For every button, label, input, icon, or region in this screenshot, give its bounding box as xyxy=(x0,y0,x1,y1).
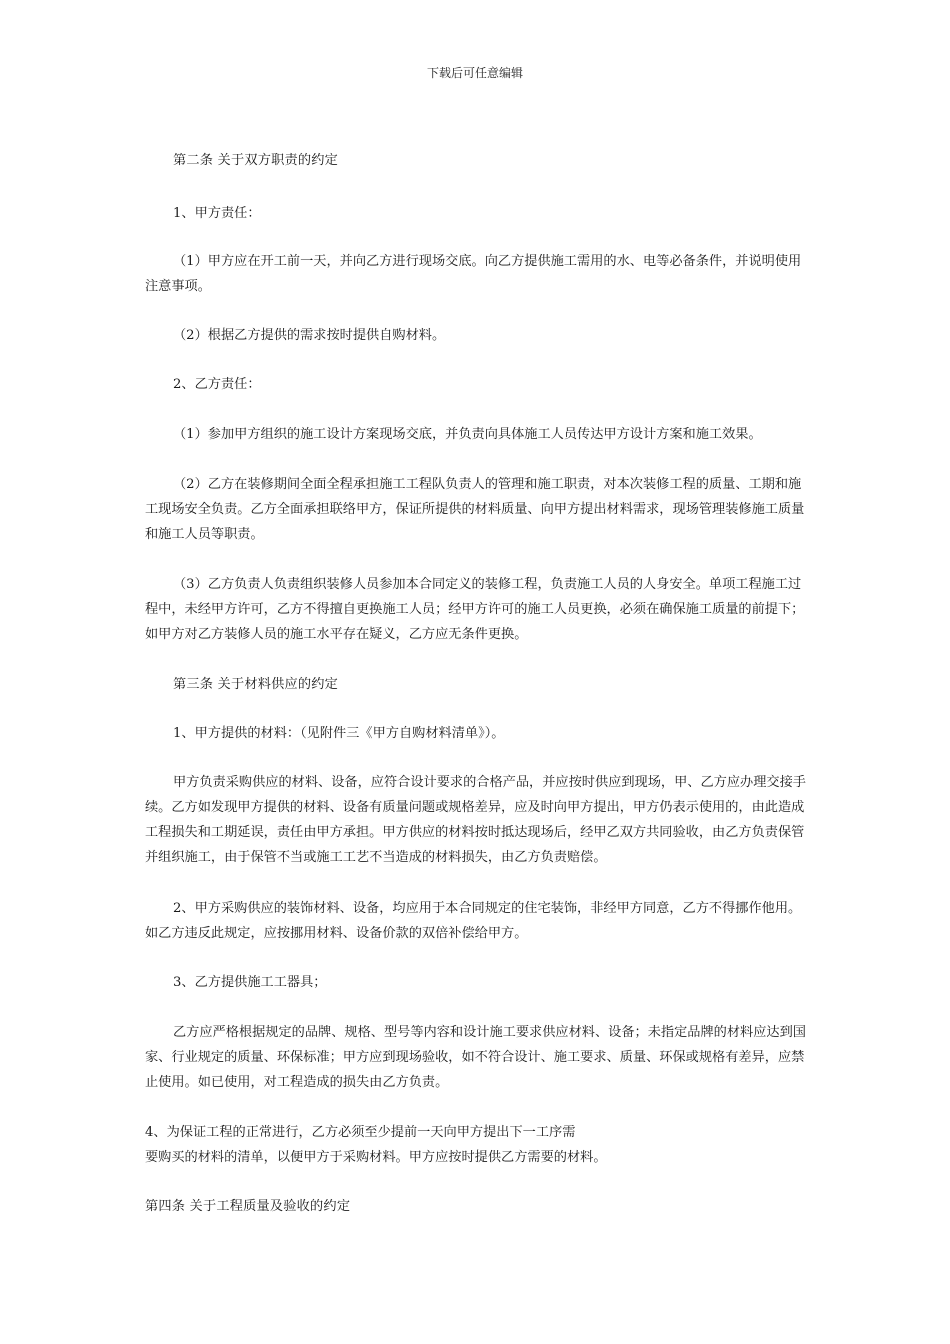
clause-heading: 1、甲方提供的材料：（见附件三《甲方自购材料清单》）。 xyxy=(173,726,505,741)
clause-heading: 2、乙方责任： xyxy=(173,377,261,392)
clause-paragraph: （1）甲方应在开工前一天，并向乙方进行现场交底。向乙方提供施工需用的水、电等必备条件，并说明使用注意事项。 xyxy=(145,254,802,294)
section-heading-4: 第四条 关于工程质量及验收的约定 xyxy=(145,1199,351,1214)
clause-paragraph: （1）参加甲方组织的施工设计方案现场交底，并负责向具体施工人员传达甲方设计方案和施工效果。 xyxy=(173,427,762,442)
clause-heading: 3、乙方提供施工工器具； xyxy=(173,975,327,990)
page-header: 下载后可任意编辑 xyxy=(426,66,523,80)
clause-paragraph: （2）乙方在装修期间全面全程承担施工工程队负责人的管理和施工职责，对本次装修工程的质量、工期和施工现场安全负责。乙方全面承担联络甲方，保证所提供的材料质量、向甲方提出材料需求，现场管理装修施工质量和施工人员等职责。 xyxy=(145,477,805,542)
clause-line: 要购买的材料的清单，以便甲方于采购材料。甲方应按时提供乙方需要的材料。 xyxy=(145,1150,607,1165)
clause-line: 4、为保证工程的正常进行，乙方必须至少提前一天向甲方提出下一工序需 xyxy=(145,1125,576,1140)
section-heading-3: 第三条 关于材料供应的约定 xyxy=(173,677,339,692)
clause-paragraph: （3）乙方负责人负责组织装修人员参加本合同定义的装修工程，负责施工人员的人身安全。单项工程施工过程中，未经甲方许可，乙方不得擅自更换施工人员；经甲方许可的施工人员更换，必须在确保施工质量的前提下；如甲方对乙方装修人员的施工水平存在疑义，乙方应无条件更换。 xyxy=(145,577,805,642)
clause-paragraph: 甲方负责采购供应的材料、设备，应符合设计要求的合格产品，并应按时供应到现场，甲、乙方应办理交接手续。乙方如发现甲方提供的材料、设备有质量问题或规格差异，应及时向甲方提出，甲方仍表示使用的，由此造成工程损失和工期延误，责任由甲方承担。甲方供应的材料按时抵达现场后，经甲乙双方共同验收，由乙方负责保管并组织施工，由于保管不当或施工工艺不当造成的材料损失，由乙方负责赔偿。 xyxy=(145,775,806,865)
clause-paragraph: 乙方应严格根据规定的品牌、规格、型号等内容和设计施工要求供应材料、设备；未指定品牌的材料应达到国家、行业规定的质量、环保标准；甲方应到现场验收，如不符合设计、施工要求、质量、环保或规格有差异，应禁止使用。如已使用，对工程造成的损失由乙方负责。 xyxy=(145,1025,806,1090)
clause-paragraph xyxy=(145,1120,813,1170)
section-heading-2: 第二条 关于双方职责的约定 xyxy=(173,153,339,168)
clause-paragraph: （2）根据乙方提供的需求按时提供自购材料。 xyxy=(173,328,446,343)
clause-paragraph: 2、甲方采购供应的装饰材料、设备，均应用于本合同规定的住宅装饰，非经甲方同意，乙方不得挪作他用。如乙方违反此规定，应按挪用材料、设备价款的双倍补偿给甲方。 xyxy=(145,901,802,941)
clause-heading: 1、甲方责任： xyxy=(173,206,261,221)
